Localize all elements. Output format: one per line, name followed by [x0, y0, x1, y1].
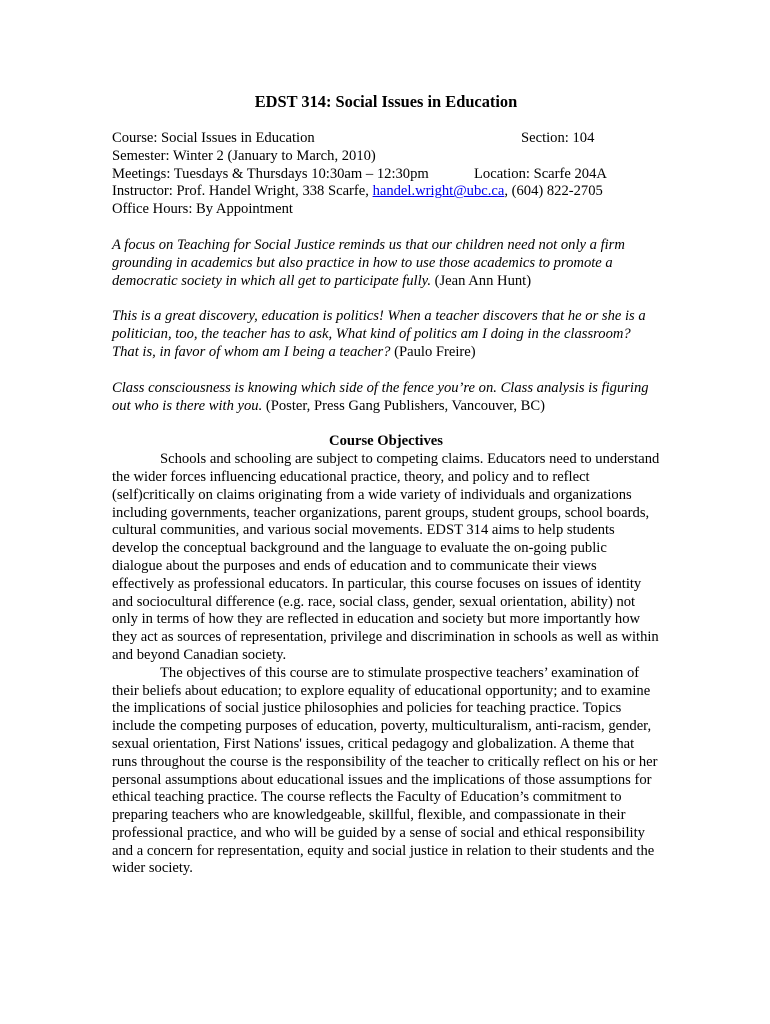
quote-hunt: [112, 237, 660, 290]
meeting-times: Meetings: Tuesdays & Thursdays 10:30am – 12:30pm: [112, 165, 429, 182]
location: Location: Scarfe 204A: [474, 165, 607, 182]
quote-freire: [112, 308, 660, 361]
course-info: [112, 130, 660, 219]
quote-text: Class consciousness is knowing which side of the fence you’re on. Class analysis is figuring out who is there with you.: [112, 379, 649, 414]
section-number: Section: 104: [521, 130, 595, 146]
instructor-line: [112, 183, 660, 201]
office-hours: Office Hours: By Appointment: [112, 201, 293, 218]
course-line: [112, 130, 660, 148]
quote-attribution: (Paulo Freire): [390, 343, 476, 360]
quote-attribution: (Poster, Press Gang Publishers, Vancouver, BC): [262, 397, 545, 414]
syllabus-page: [112, 92, 660, 878]
quote-press-gang: [112, 380, 660, 416]
objectives-paragraph-1: Schools and schooling are subject to competing claims. Educators need to understand the wider forces influencing educational practice, theory, and policy and to reflect (self)critically on claims originating from a wide variety of individuals and organizations including governments, teacher organizations, parent groups, student groups, school boards, cultural communities, and various social movements. EDST 314 aims to help students develop the conceptual background and the language to evaluate the on-going public dialogue about the purposes and ends of education and to communicate their views effectively as professional educators. In particular, this course focuses on issues of identity and sociocultural difference (e.g. race, social class, gender, sexual orientation, ability) not only in terms of how they are reflected in education and society but more importantly how they act as sources of representation, privilege and discrimination in schools as well as within and beyond Canadian society.: [112, 451, 660, 663]
meetings-line: [112, 166, 660, 184]
semester: Semester: Winter 2 (January to March, 2010): [112, 147, 376, 164]
instructor-phone: , (604) 822-2705: [504, 183, 603, 200]
quote-text: This is a great discovery, education is politics! When a teacher discovers that he or she is a politician, too, the teacher has to ask, What kind of politics am I doing in the classroom? That is, in favor of whom am I being a teacher?: [112, 308, 646, 360]
instructor-email-link[interactable]: handel.wright@ubc.ca: [372, 183, 505, 200]
course-objectives-heading: Course Objectives: [329, 433, 443, 450]
quote-attribution: (Jean Ann Hunt): [430, 272, 532, 289]
page-title: EDST 314: Social Issues in Education: [254, 92, 518, 111]
course-name: Course: Social Issues in Education: [112, 130, 315, 146]
instructor-name: Instructor: Prof. Handel Wright, 338 Scarfe,: [112, 183, 373, 200]
semester-line: [112, 148, 660, 166]
quote-text: A focus on Teaching for Social Justice reminds us that our children need not only a firm grounding in academics but also practice in how to use those academics to promote a democratic society in which all get to participate fully.: [112, 236, 625, 289]
office-hours-line: [112, 201, 660, 219]
objectives-paragraph-2: The objectives of this course are to stimulate prospective teachers’ examination of their beliefs about education; to explore equality of educational opportunity; and to examine the implications of social justice philosophies and policies for teaching practice. Topics include the competing purposes of education, poverty, multiculturalism, anti-racism, gender, sexual orientation, First Nations' issues, critical pedagogy and globalization. A theme that runs throughout the course is the responsibility of the teacher to critically reflect on his or her personal assumptions about educational issues and the implications of those assumptions for ethical teaching practice. The course reflects the Faculty of Education’s commitment to preparing teachers who are knowledgeable, skillful, flexible, and compassionate in their professional practice, and who will be guided by a sense of social and ethical responsibility and a concern for representation, equity and social justice in relation to their students and the wider society.: [112, 664, 658, 877]
